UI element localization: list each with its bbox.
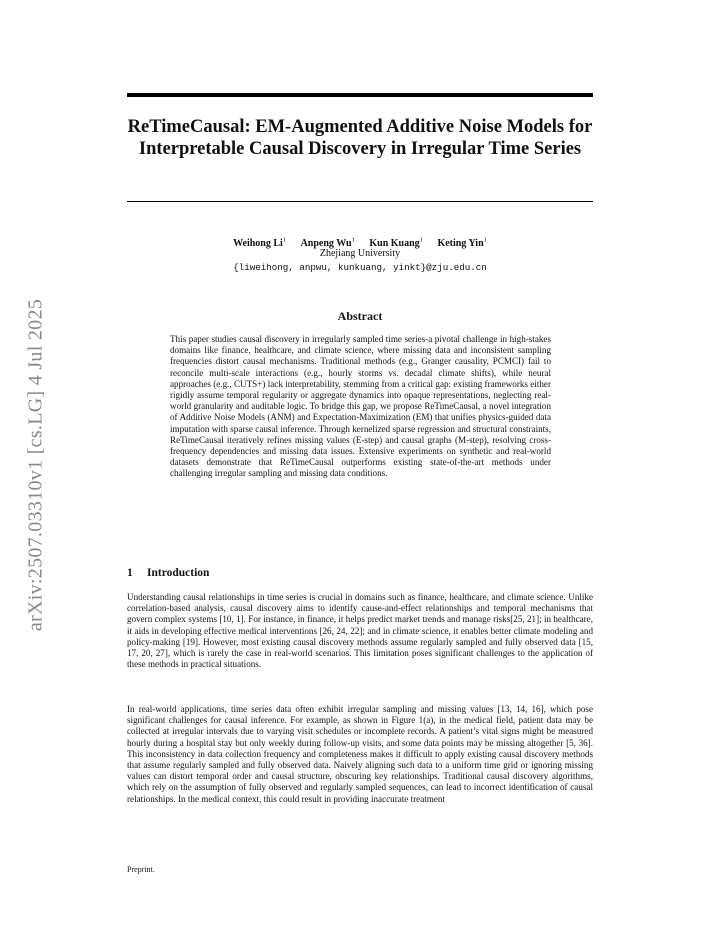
author-affil-mark: 1 (483, 237, 487, 244)
body-paragraph: Understanding causal relationships in time series is crucial in domains such as finance, healthcare, and climate science. Unlike correlation-based analysis, causal discovery aims to identify cause-and-effect relationships and temporal mechanisms that govern complex systems [10, 1]. For instance, in finance, it helps predict market trends and manage risks[25, 21]; in healthcare, it aids in developing effective medical interventions [26, 24, 22]; and in climate science, it enables better climate modeling and policy-making [19]. However, most existing causal discovery methods assume regularly sampled and fully observed data [15, 17, 20, 27], which is rarely the case in real-world scenarios. This limitation poses significant challenges to the application of these methods in practical situations. (127, 592, 593, 670)
section-number: 1 (127, 567, 133, 579)
author-name: Weihong Li (233, 238, 283, 250)
author-name: Keting Yin (437, 238, 484, 250)
title-top-rule (127, 93, 593, 97)
paper-title: ReTimeCausal: EM-Augmented Additive Noise Models for Interpretable Causal Discovery in Irregular Time Series (127, 117, 593, 159)
title-bottom-rule (127, 201, 593, 202)
preprint-footer: Preprint. (127, 865, 155, 874)
section-title: Introduction (147, 567, 210, 579)
section-heading (127, 566, 593, 580)
arxiv-identifier: arXiv:2507.03310v1 [cs.LG] 4 Jul 2025 (24, 298, 47, 632)
author-name: Anpeng Wu (300, 238, 352, 250)
body-paragraph: In real-world applications, time series data often exhibit irregular sampling and missing values [13, 14, 16], which pose significant challenges for causal inference. For example, as shown in Figure 1(a), in the medical field, patient data may be collected at irregular intervals due to varying visit schedules or incomplete records. A patient’s vital signs might be measured hourly during a hospital stay but only weekly during follow-up visits, and some data points may be missing altogether [5, 36]. This inconsistency in data collection frequency and completeness makes it difficult to apply existing causal discovery methods that assume regularly sampled and fully observed data. Naively aligning such data to a uniform time grid or ignoring missing values can distort temporal order and causal structure, obscuring key relationships. Traditional causal discovery algorithms, which rely on the assumption of fully observed and regularly sampled sequences, can lead to incorrect identification of causal relationships. In the medical context, this could result in providing inaccurate treatment (127, 704, 593, 804)
author-name: Kun Kuang (369, 238, 420, 250)
author-affil-mark: 1 (282, 237, 287, 244)
author-affil-mark: 1 (351, 237, 355, 244)
author-emails: {liweihong, anpwu, kunkuang, yinkt}@zju.edu.cn (233, 262, 487, 273)
author-affil-mark: 1 (419, 237, 423, 244)
affiliation: Zhejiang University (319, 248, 401, 259)
abstract-body: This paper studies causal discovery in irregularly sampled time series-a pivotal challenge in high-stakes domains like finance, healthcare, and climate science, where missing data and inconsistent sampling frequencies distort causal mechanisms. Traditional methods (e.g., Granger causality, PCMCI) fail to reconcile multi-scale interactions (e.g., hourly storms vs. decadal climate shifts), while neural approaches (e.g., CUTS+) lack interpretability, stemming from a critical gap: existing frameworks either rigidly assume temporal regularity or aggregate dynamics into opaque representations, neglecting real-world granularity and auditable logic. To bridge this gap, we propose ReTimeCausal, a novel integration of Additive Noise Models (ANM) and Expectation-Maximization (EM) that unifies physics-guided data imputation with sparse causal inference. Through kernelized sparse regression and structural constraints, ReTimeCausal iteratively refines missing values (E-step) and causal graphs (M-step), resolving cross-frequency dependencies and missing data issues. Extensive experiments on synthetic and real-world datasets demonstrate that ReTimeCausal outperforms existing state-of-the-art methods under challenging irregular sampling and missing data conditions. (170, 334, 551, 479)
abstract-heading: Abstract (337, 309, 383, 323)
